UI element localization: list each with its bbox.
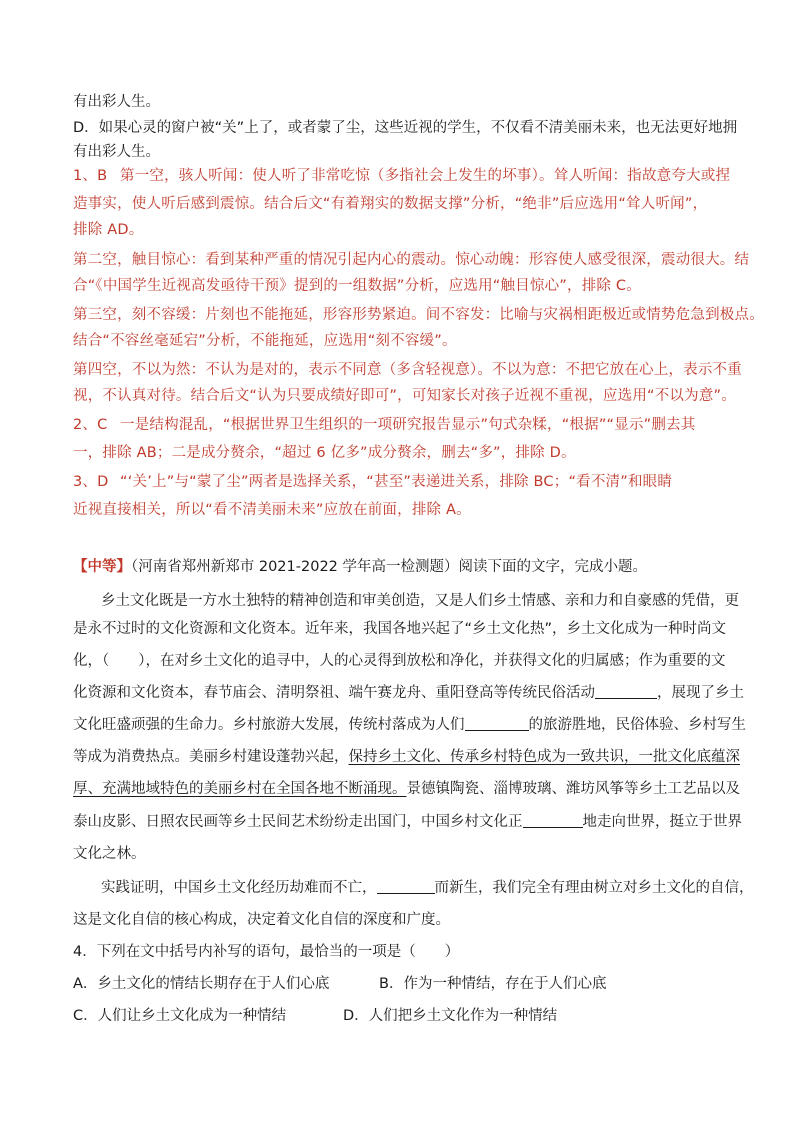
- option-d-continuation: 有出彩人生。: [73, 94, 160, 110]
- passage-line: 文化旺盛顽强的生命力。乡村旅游大发展，传统村落成为人们 的旅游胜地，民俗体验、乡村写生: [73, 717, 746, 733]
- answer-1-line: 第四空，不以为然：不认为是对的，表示不同意（多含轻视意）。不以为意：不把它放在心上，表示不重: [73, 362, 742, 378]
- question-4-options-row: [73, 974, 723, 994]
- option-a[interactable]: A．乡土文化的情结长期存在于人们心底: [73, 976, 330, 992]
- option-d-text-end: 有出彩人生。: [73, 144, 160, 160]
- fill-blank-4: [377, 879, 435, 894]
- passage-line: 是永不过时的文化资源和文化资本。近年来，我国各地兴起了“乡土文化热”，乡土文化成为一种时尚文: [73, 621, 727, 637]
- passage-line: 化，（ ），在对乡土文化的追寻中，人的心灵得到放松和净化，并获得文化的归属感；作为重要的文: [73, 653, 726, 669]
- answer-3-line: 近视直接相关，所以“看不清美丽未来”应放在前面，排除 A。: [73, 502, 471, 518]
- answer-1-number: 1、B: [73, 168, 108, 184]
- underlined-sentence: 厚、充满地域特色的美丽乡村在全国各地不断涌现。: [73, 781, 407, 797]
- passage-line: 泰山皮影、日照农民画等乡土民间艺术纷纷走出国门，中国乡村文化正 地走向世界，挺立于世界: [73, 814, 742, 830]
- passage-line: 这是文化自信的核心构成，决定着文化自信的深度和广度。: [73, 912, 450, 928]
- answer-1-line: 造事实，使人听后感到震惊。结合后文“有着翔实的数据支撑”分析，“绝非”后应选用“耸人听闻”，: [73, 196, 708, 212]
- answer-2-number: 2、C: [73, 417, 108, 433]
- answer-3-number: 3、D: [73, 474, 109, 490]
- fill-blank-3: [523, 813, 583, 828]
- option-d[interactable]: D．人们把乡土文化作为一种情结: [343, 1008, 558, 1024]
- answer-1-line: 排除 AD。: [73, 222, 144, 238]
- option-b[interactable]: B．作为一种情结，存在于人们心底: [379, 976, 607, 992]
- passage-line: 化资源和文化资本，春节庙会、清明祭祖、端午赛龙舟、重阳登高等传统民俗活动 ，展现了乡土: [73, 685, 744, 701]
- passage-line: 等成为消费热点。美丽乡村建设蓬勃兴起，保持乡土文化、传承乡村特色成为一致共识，一批文化底蕴深: [73, 749, 740, 765]
- answer-2-line: 2、C 一是结构混乱，“根据世界卫生组织的一项研究报告显示”句式杂糅，“根据”“显示”删去其: [73, 417, 696, 433]
- section-header: [73, 557, 723, 577]
- question-4-stem: 4．下列在文中括号内补写的语句，最恰当的一项是（ ）: [73, 944, 460, 960]
- fill-blank-1: [595, 684, 657, 699]
- answer-3-line: 3、D “‘关’上”与“蒙了尘”两者是选择关系，“甚至”表递进关系，排除 BC；“看不清”和眼睛: [73, 474, 673, 490]
- passage-line: 乡土文化既是一方水土独特的精神创造和审美创造，又是人们乡土情感、亲和力和自豪感的凭借，更: [101, 593, 739, 609]
- answer-1-line: 第二空，触目惊心：看到某种严重的情况引起内心的震动。惊心动魄：形容使人感受很深，震动很大。结: [73, 252, 750, 268]
- answer-1-line: 合“《中国学生近视高发亟待干预》提到的一组数据”分析，应选用“触目惊心”，排除 C。: [73, 278, 641, 294]
- answer-1-line: 第三空，刻不容缓：片刻也不能拖延，形容形势紧迫。间不容发：比喻与灾祸相距极近或情势危急到极点。: [73, 307, 764, 323]
- answer-2-line: 一，排除 AB；二是成分赘余，“超过 6 亿多”成分赘余，删去“多”，排除 D。: [73, 445, 576, 461]
- question-4-options-row: [73, 1006, 723, 1026]
- passage-line: 文化之林。: [73, 846, 146, 862]
- answer-1-line: 1、B 第一空，骇人听闻：使人听了非常吃惊（多指社会上发生的坏事）。耸人听闻：指故意夸大或捏: [73, 168, 731, 184]
- difficulty-tag: 【中等】: [73, 559, 131, 575]
- fill-blank-2: [465, 716, 529, 731]
- passage-line: 实践证明，中国乡土文化经历劫难而不亡， 而新生，我们完全有理由树立对乡土文化的自信，: [101, 880, 754, 896]
- underlined-sentence: 保持乡土文化、传承乡村特色成为一致共识，一批文化底蕴深: [348, 749, 740, 765]
- section-source: （河南省郑州新郑市 2021-2022 学年高一检测题）阅读下面的文字，完成小题。: [131, 559, 648, 575]
- option-c[interactable]: C．人们让乡土文化成为一种情结: [73, 1008, 287, 1024]
- answer-1-line: 结合“不容丝毫延宕”分析，不能拖延，应选用“刻不容缓”。: [73, 333, 457, 349]
- passage-line: 厚、充满地域特色的美丽乡村在全国各地不断涌现。景德镇陶瓷、淄博玻璃、潍坊风筝等乡土工艺品以及: [73, 781, 740, 797]
- option-d-text: D．如果心灵的窗户被“关”上了，或者蒙了尘，这些近视的学生，不仅看不清美丽未来，也无法更好地拥: [73, 120, 738, 136]
- answer-1-line: 视，不认真对待。结合后文“认为只要成绩好即可”，可知家长对孩子近视不重视，应选用“不以为意”。: [73, 388, 736, 404]
